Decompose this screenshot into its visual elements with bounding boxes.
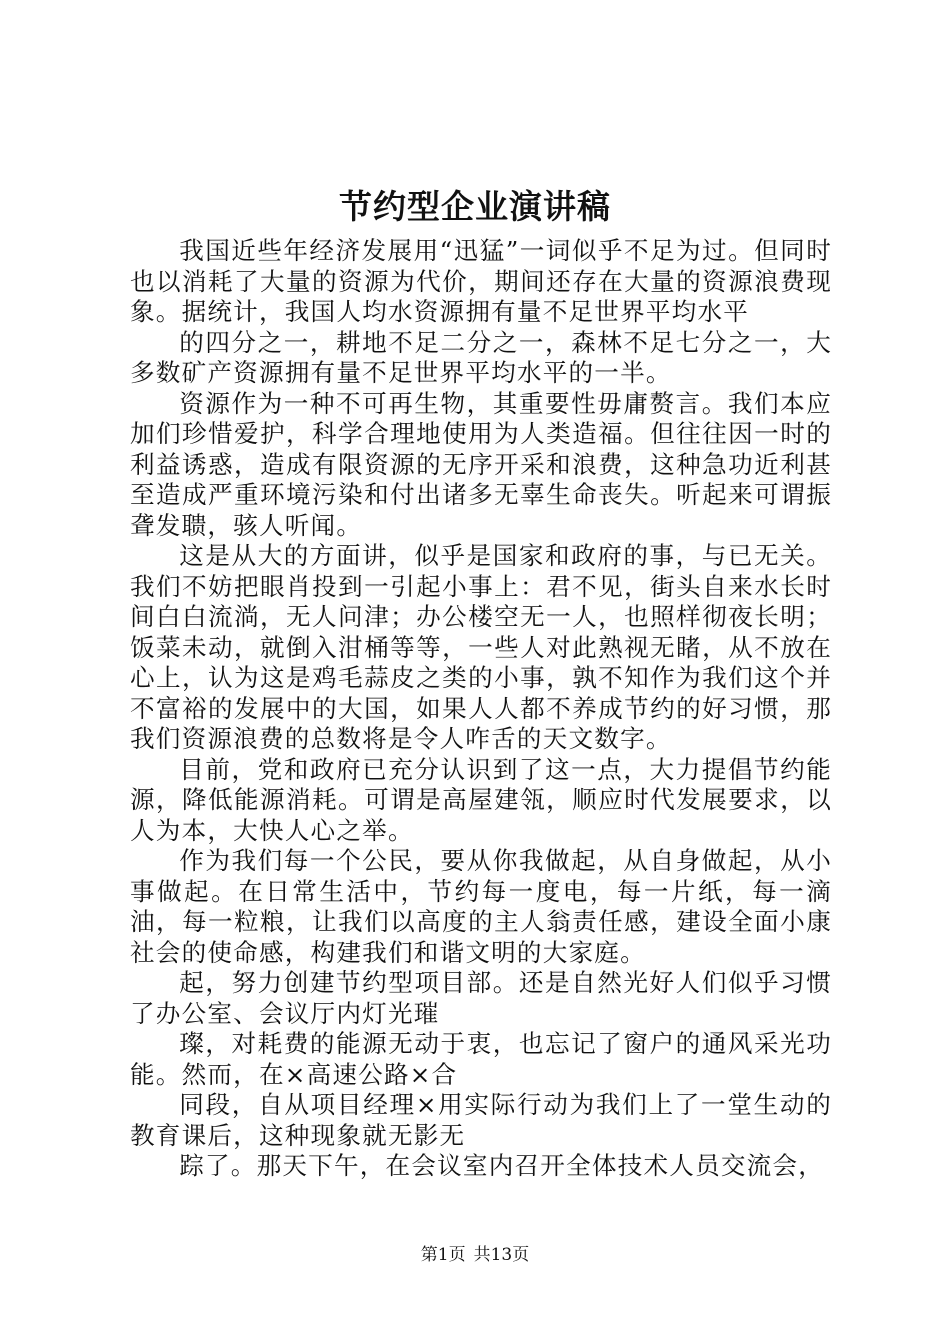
paragraph: 璨，对耗费的能源无动于衷，也忘记了窗户的通风采光功能。然而，在×高速公路×合 (130, 1029, 832, 1089)
paragraph: 我国近些年经济发展用“迅猛”一词似乎不足为过。但同时也以消耗了大量的资源为代价，期间还存在大量的资源浪费现象。据统计，我国人均水资源拥有量不足世界平均水平 (130, 236, 832, 326)
document-title: 节约型企业演讲稿 (339, 187, 611, 226)
paragraph: 目前，党和政府已充分认识到了这一点，大力提倡节约能源，降低能源消耗。可谓是高屋建瓴，顺应时代发展要求，以人为本，大快人心之举。 (130, 754, 832, 845)
document-body (130, 236, 832, 1182)
paragraph: 这是从大的方面讲，似乎是国家和政府的事，与已无关。我们不妨把眼肖投到一引起小事上：君不见，街头自来水长时间白白流淌，无人问津；办公楼空无一人，也照样彻夜长明；饭菜未动，就倒入泔桶等等，一些人对此熟视无睹，从不放在心上，认为这是鸡毛蒜皮之类的小事，孰不知作为我们这个并不富裕的发展中的大国，如果人人都不养成节约的好习惯，那我们资源浪费的总数将是令人咋舌的天文数字。 (130, 541, 832, 753)
paragraph: 同段，自从项目经理×用实际行动为我们上了一堂生动的教育课后，这种现象就无影无 (130, 1090, 832, 1150)
page-number: 第1页 (420, 1245, 466, 1265)
page-total: 共13页 (473, 1245, 530, 1265)
page-footer (0, 1243, 950, 1267)
paragraph: 作为我们每一个公民，要从你我做起，从自身做起，从小事做起。在日常生活中，节约每一度电，每一片纸，每一滴油，每一粒粮，让我们以高度的主人翁责任感，建设全面小康社会的使命感，构建我们和谐文明的大家庭。 (130, 846, 832, 967)
paragraph: 的四分之一，耕地不足二分之一，森林不足七分之一，大多数矿产资源拥有量不足世界平均水平的一半。 (130, 327, 832, 387)
paragraph: 资源作为一种不可再生物，其重要性毋庸赘言。我们本应加们珍惜爱护，科学合理地使用为人类造福。但往往因一时的利益诱惑，造成有限资源的无序开采和浪费，这种急功近利甚至造成严重环境污染和付出诸多无辜生命丧失。听起来可谓振聋发聩，骇人听闻。 (130, 388, 832, 540)
paragraph: 起，努力创建节约型项目部。还是自然光好人们似乎习惯了办公室、会议厅内灯光璀 (130, 968, 832, 1028)
paragraph: 踪了。那天下午，在会议室内召开全体技术人员交流会， (179, 1151, 825, 1180)
